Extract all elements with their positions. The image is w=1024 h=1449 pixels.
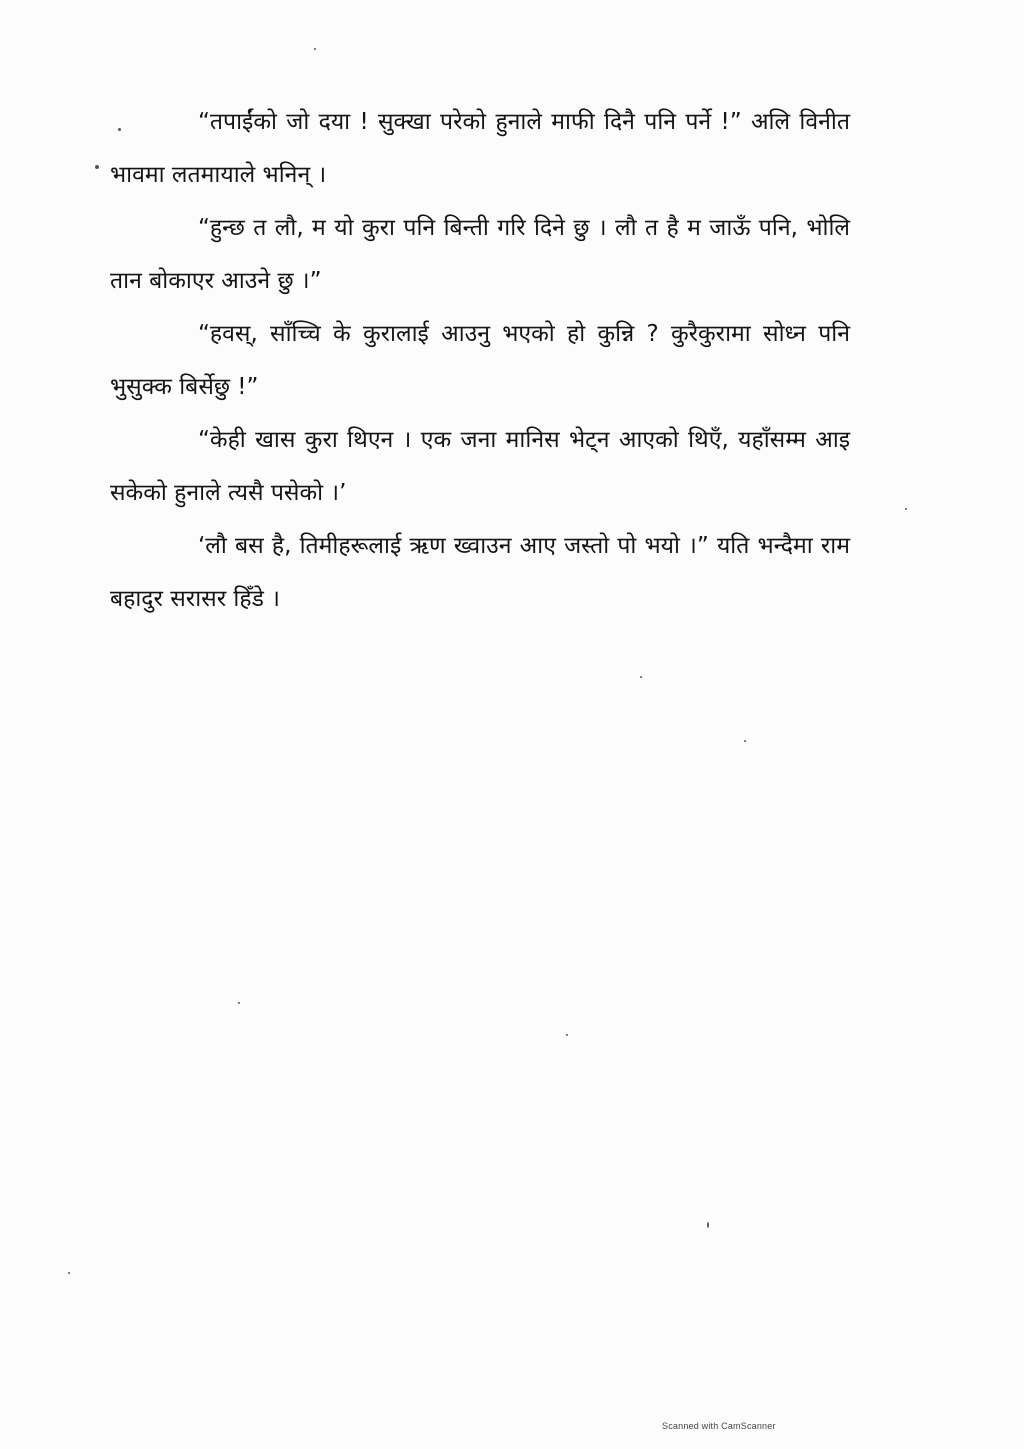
scan-speck (118, 128, 121, 131)
scan-speck (744, 740, 746, 742)
paragraph-4: “केही खास कुरा थिएन । एक जना मानिस भेट्न आएको थिएँ, यहाँसम्म आइ सकेको हुनाले त्यसै पसेको ।’ (110, 427, 850, 506)
scan-speck (238, 1002, 240, 1004)
scan-speck (95, 165, 99, 169)
paragraph-2: “हुन्छ त लौ, म यो कुरा पनि बिन्ती गरि दिने छु । लौ त है म जाऊँ पनि, भोलि तान बोकाएर आउने छु ।” (110, 215, 850, 294)
scan-speck (707, 1222, 709, 1228)
paragraph-1: “तपाईंको जो दया ! सुक्खा परेको हुनाले माफी दिनै पनि पर्ने !” अलि विनीत भावमा लतमायाले भनिन् । (110, 109, 850, 188)
scan-speck (640, 676, 642, 678)
body-text (110, 96, 850, 626)
scan-speck (905, 508, 907, 510)
scan-speck (314, 48, 316, 50)
paragraph-5: ‘लौ बस है, तिमीहरूलाई ऋण ख्वाउन आए जस्तो पो भयो ।” यति भन्दैमा राम बहादुर सरासर हिँडे । (110, 533, 851, 612)
paragraph-3: “हवस्, साँच्चि के कुरालाई आउनु भएको हो कुन्नि ? कुरैकुरामा सोध्न पनि भुसुक्क बिर्सेछु !” (110, 321, 850, 400)
scanner-watermark: Scanned with CamScanner (662, 1421, 776, 1431)
scan-speck (68, 1272, 70, 1274)
scan-speck (566, 1034, 568, 1036)
